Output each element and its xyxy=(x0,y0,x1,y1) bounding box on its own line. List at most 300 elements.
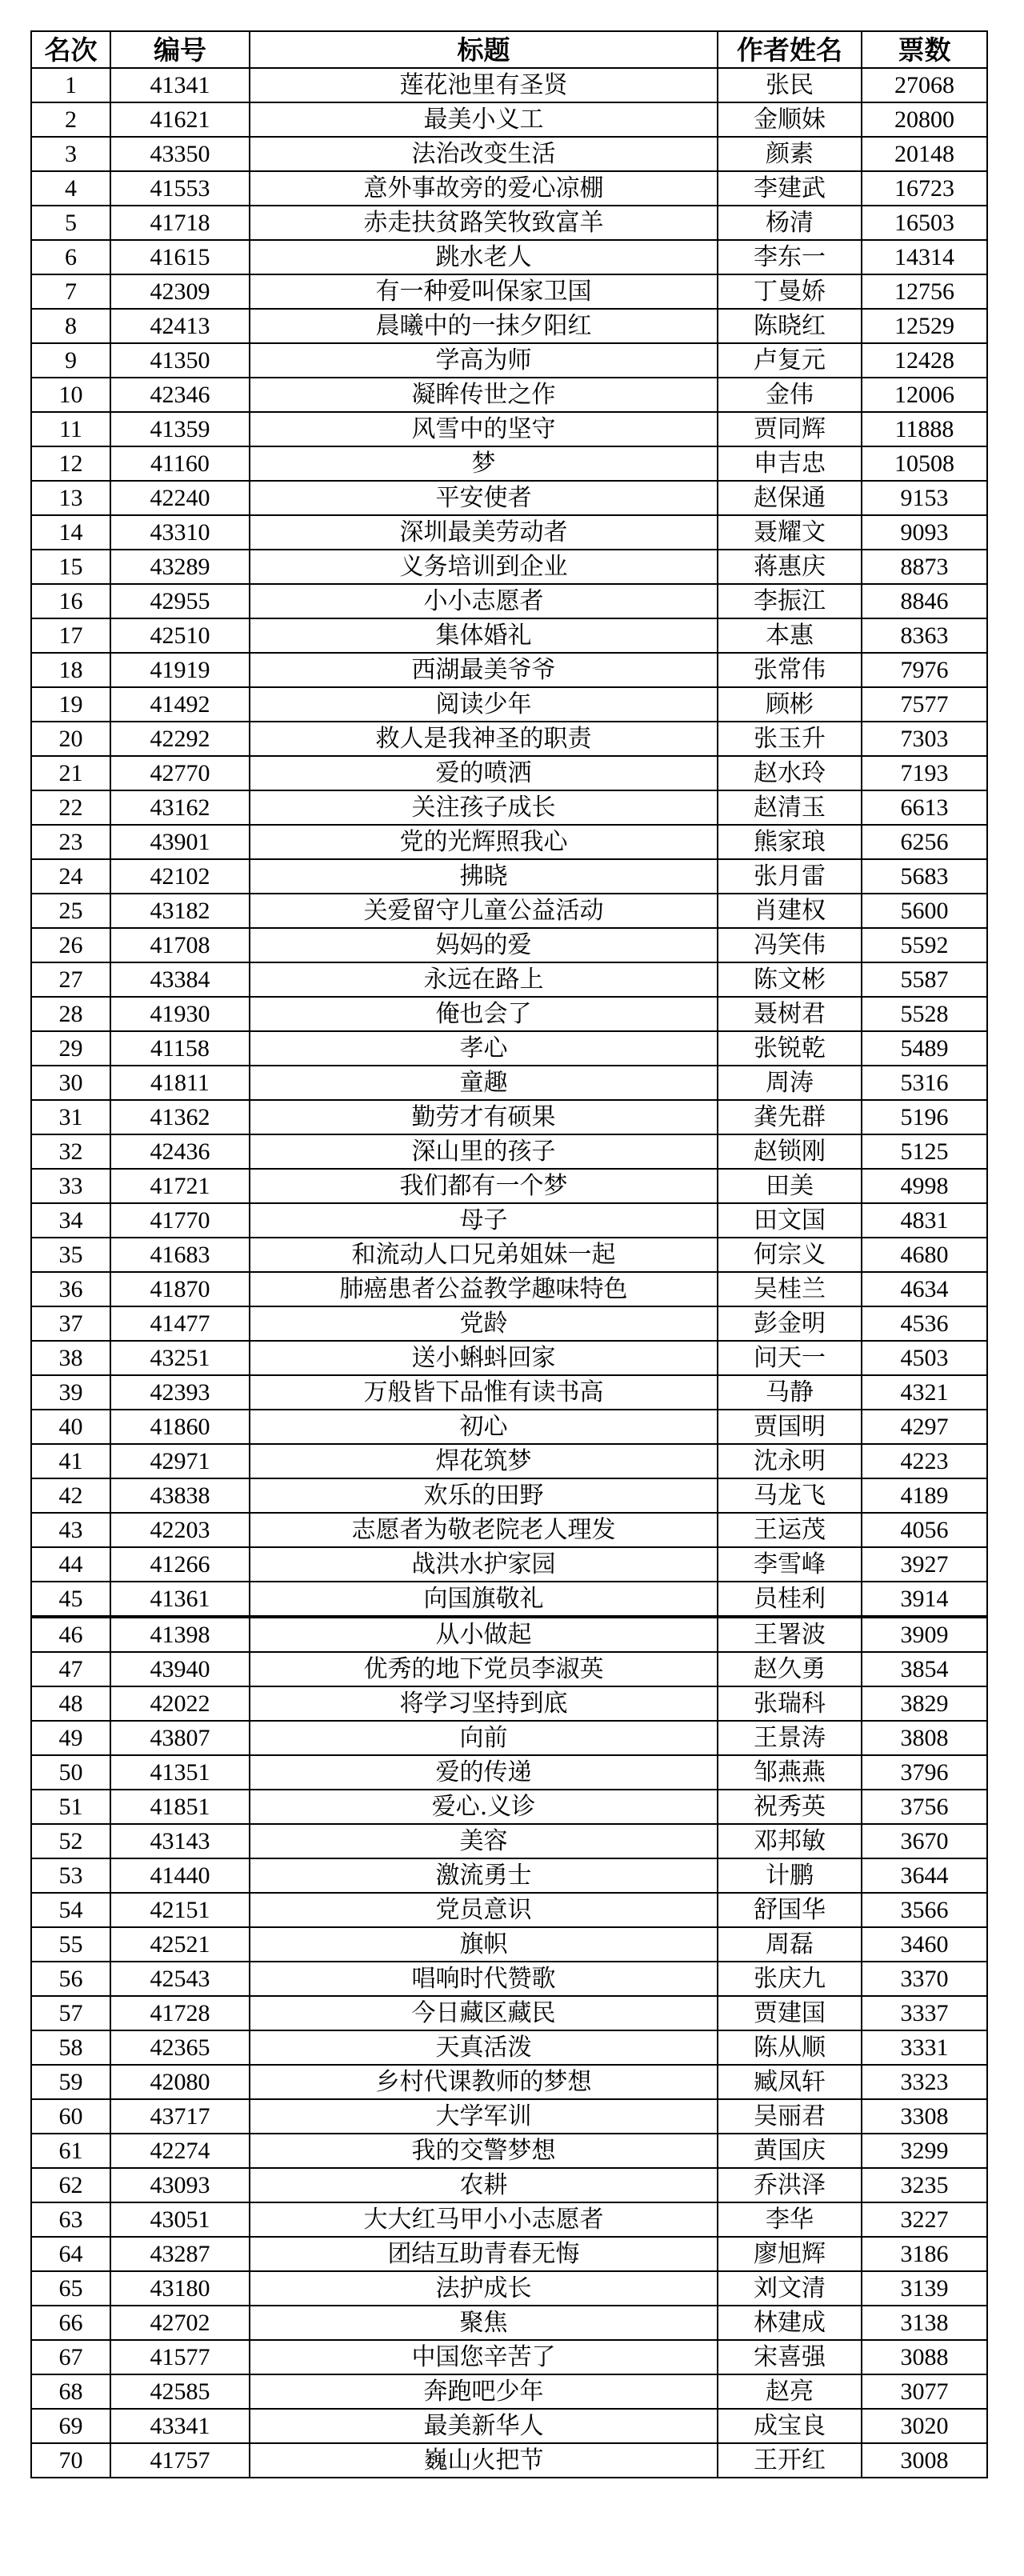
cell-rank: 20 xyxy=(31,722,110,756)
cell-title: 激流勇士 xyxy=(250,1858,718,1893)
cell-votes: 11888 xyxy=(862,412,987,446)
cell-author: 张瑞科 xyxy=(718,1686,862,1721)
cell-id: 43384 xyxy=(110,962,250,997)
cell-rank: 61 xyxy=(31,2134,110,2168)
table-row xyxy=(31,997,987,1031)
cell-author: 金顺妹 xyxy=(718,102,862,137)
cell-id: 43162 xyxy=(110,790,250,825)
cell-votes: 7193 xyxy=(862,756,987,790)
cell-votes: 3829 xyxy=(862,1686,987,1721)
cell-rank: 5 xyxy=(31,206,110,240)
cell-votes: 10508 xyxy=(862,446,987,481)
table-row xyxy=(31,206,987,240)
cell-title: 母子 xyxy=(250,1203,718,1238)
cell-votes: 4831 xyxy=(862,1203,987,1238)
table-row xyxy=(31,2237,987,2271)
cell-title: 焊花筑梦 xyxy=(250,1444,718,1478)
cell-id: 41477 xyxy=(110,1306,250,1341)
cell-author: 陈从顺 xyxy=(718,2030,862,2065)
cell-title: 我们都有一个梦 xyxy=(250,1169,718,1203)
cell-author: 熊家琅 xyxy=(718,825,862,859)
cell-title: 团结互助青春无悔 xyxy=(250,2237,718,2271)
table-row xyxy=(31,1066,987,1100)
cell-title: 志愿者为敬老院老人理发 xyxy=(250,1513,718,1547)
cell-votes: 27068 xyxy=(862,68,987,102)
cell-votes: 4223 xyxy=(862,1444,987,1478)
cell-votes: 5489 xyxy=(862,1031,987,1066)
table-row xyxy=(31,2134,987,2168)
cell-id: 42309 xyxy=(110,274,250,309)
cell-title: 战洪水护家园 xyxy=(250,1547,718,1582)
cell-id: 41851 xyxy=(110,1790,250,1824)
table-row xyxy=(31,309,987,343)
table-row xyxy=(31,1755,987,1790)
cell-author: 丁曼娇 xyxy=(718,274,862,309)
cell-rank: 17 xyxy=(31,618,110,653)
cell-author: 颜素 xyxy=(718,137,862,171)
cell-votes: 3670 xyxy=(862,1824,987,1858)
cell-author: 本惠 xyxy=(718,618,862,653)
cell-votes: 4998 xyxy=(862,1169,987,1203)
cell-id: 41350 xyxy=(110,343,250,378)
cell-id: 43051 xyxy=(110,2202,250,2237)
cell-votes: 9093 xyxy=(862,515,987,550)
cell-votes: 12529 xyxy=(862,309,987,343)
cell-author: 问天一 xyxy=(718,1341,862,1375)
cell-rank: 25 xyxy=(31,894,110,928)
ranking-table xyxy=(30,30,988,2478)
table-row xyxy=(31,2374,987,2409)
cell-title: 学高为师 xyxy=(250,343,718,378)
cell-id: 41553 xyxy=(110,171,250,206)
cell-votes: 14314 xyxy=(862,240,987,274)
cell-title: 俺也会了 xyxy=(250,997,718,1031)
cell-id: 41718 xyxy=(110,206,250,240)
cell-title: 党龄 xyxy=(250,1306,718,1341)
table-row xyxy=(31,2168,987,2202)
cell-votes: 3927 xyxy=(862,1547,987,1582)
cell-rank: 34 xyxy=(31,1203,110,1238)
cell-rank: 18 xyxy=(31,653,110,687)
cell-rank: 8 xyxy=(31,309,110,343)
cell-rank: 43 xyxy=(31,1513,110,1547)
cell-author: 臧凤轩 xyxy=(718,2065,862,2099)
cell-id: 42393 xyxy=(110,1375,250,1410)
table-row xyxy=(31,1513,987,1547)
cell-title: 将学习坚持到底 xyxy=(250,1686,718,1721)
cell-author: 金伟 xyxy=(718,378,862,412)
cell-rank: 26 xyxy=(31,928,110,962)
cell-title: 跳水老人 xyxy=(250,240,718,274)
cell-id: 42543 xyxy=(110,1962,250,1996)
cell-title: 党的光辉照我心 xyxy=(250,825,718,859)
cell-votes: 5316 xyxy=(862,1066,987,1100)
cell-votes: 3308 xyxy=(862,2099,987,2134)
cell-id: 41615 xyxy=(110,240,250,274)
cell-votes: 5592 xyxy=(862,928,987,962)
cell-rank: 27 xyxy=(31,962,110,997)
cell-title: 赤走扶贫路笑牧致富羊 xyxy=(250,206,718,240)
table-row xyxy=(31,1927,987,1962)
cell-author: 张庆九 xyxy=(718,1962,862,1996)
cell-votes: 3020 xyxy=(862,2409,987,2443)
cell-rank: 30 xyxy=(31,1066,110,1100)
cell-rank: 14 xyxy=(31,515,110,550)
cell-id: 43251 xyxy=(110,1341,250,1375)
cell-id: 41158 xyxy=(110,1031,250,1066)
cell-rank: 70 xyxy=(31,2443,110,2478)
cell-title: 旗帜 xyxy=(250,1927,718,1962)
cell-title: 爱的传递 xyxy=(250,1755,718,1790)
cell-title: 凝眸传世之作 xyxy=(250,378,718,412)
cell-id: 43901 xyxy=(110,825,250,859)
cell-title: 唱响时代赞歌 xyxy=(250,1962,718,1996)
cell-author: 赵亮 xyxy=(718,2374,862,2409)
header-author: 作者姓名 xyxy=(718,31,862,68)
table-row xyxy=(31,2202,987,2237)
cell-author: 贾国明 xyxy=(718,1410,862,1444)
cell-rank: 67 xyxy=(31,2340,110,2374)
table-row xyxy=(31,2030,987,2065)
cell-id: 42080 xyxy=(110,2065,250,2099)
cell-id: 43350 xyxy=(110,137,250,171)
cell-votes: 3139 xyxy=(862,2271,987,2306)
cell-votes: 3808 xyxy=(862,1721,987,1755)
cell-id: 42413 xyxy=(110,309,250,343)
cell-title: 天真活泼 xyxy=(250,2030,718,2065)
cell-rank: 63 xyxy=(31,2202,110,2237)
table-row xyxy=(31,102,987,137)
table-row xyxy=(31,137,987,171)
cell-id: 41362 xyxy=(110,1100,250,1134)
cell-title: 平安使者 xyxy=(250,481,718,515)
cell-id: 43717 xyxy=(110,2099,250,2134)
cell-rank: 16 xyxy=(31,584,110,618)
cell-author: 宋喜强 xyxy=(718,2340,862,2374)
cell-id: 41266 xyxy=(110,1547,250,1582)
cell-title: 肺癌患者公益教学趣味特色 xyxy=(250,1272,718,1306)
cell-author: 卢复元 xyxy=(718,343,862,378)
header-id: 编号 xyxy=(110,31,250,68)
cell-author: 王运茂 xyxy=(718,1513,862,1547)
cell-author: 马静 xyxy=(718,1375,862,1410)
table-row xyxy=(31,1306,987,1341)
cell-id: 41440 xyxy=(110,1858,250,1893)
table-row xyxy=(31,378,987,412)
cell-votes: 5125 xyxy=(862,1134,987,1169)
cell-title: 我的交警梦想 xyxy=(250,2134,718,2168)
cell-title: 意外事故旁的爱心凉棚 xyxy=(250,171,718,206)
cell-title: 聚焦 xyxy=(250,2306,718,2340)
cell-title: 大学军训 xyxy=(250,2099,718,2134)
cell-title: 向前 xyxy=(250,1721,718,1755)
cell-rank: 33 xyxy=(31,1169,110,1203)
cell-id: 41728 xyxy=(110,1996,250,2030)
cell-id: 41919 xyxy=(110,653,250,687)
cell-rank: 68 xyxy=(31,2374,110,2409)
cell-title: 法治改变生活 xyxy=(250,137,718,171)
cell-title: 优秀的地下党员李淑英 xyxy=(250,1652,718,1686)
cell-author: 贾同辉 xyxy=(718,412,862,446)
cell-id: 41621 xyxy=(110,102,250,137)
cell-author: 计鹏 xyxy=(718,1858,862,1893)
cell-id: 42151 xyxy=(110,1893,250,1927)
cell-author: 王署波 xyxy=(718,1617,862,1652)
cell-id: 42102 xyxy=(110,859,250,894)
table-row xyxy=(31,2443,987,2478)
cell-rank: 36 xyxy=(31,1272,110,1306)
cell-votes: 3914 xyxy=(862,1582,987,1617)
cell-id: 42955 xyxy=(110,584,250,618)
cell-votes: 6613 xyxy=(862,790,987,825)
table-row xyxy=(31,1272,987,1306)
cell-title: 勤劳才有硕果 xyxy=(250,1100,718,1134)
table-row xyxy=(31,1721,987,1755)
table-row xyxy=(31,2409,987,2443)
cell-id: 41577 xyxy=(110,2340,250,2374)
cell-votes: 3138 xyxy=(862,2306,987,2340)
cell-id: 43807 xyxy=(110,1721,250,1755)
cell-author: 周涛 xyxy=(718,1066,862,1100)
cell-rank: 50 xyxy=(31,1755,110,1790)
table-row xyxy=(31,1410,987,1444)
cell-author: 陈晓红 xyxy=(718,309,862,343)
cell-votes: 5683 xyxy=(862,859,987,894)
cell-votes: 3644 xyxy=(862,1858,987,1893)
cell-id: 42365 xyxy=(110,2030,250,2065)
cell-rank: 62 xyxy=(31,2168,110,2202)
cell-title: 农耕 xyxy=(250,2168,718,2202)
cell-rank: 10 xyxy=(31,378,110,412)
cell-id: 42203 xyxy=(110,1513,250,1547)
cell-author: 陈文彬 xyxy=(718,962,862,997)
table-row xyxy=(31,1893,987,1927)
cell-author: 聂树君 xyxy=(718,997,862,1031)
table-row xyxy=(31,343,987,378)
cell-title: 巍山火把节 xyxy=(250,2443,718,2478)
cell-rank: 32 xyxy=(31,1134,110,1169)
cell-id: 42770 xyxy=(110,756,250,790)
cell-author: 龚先群 xyxy=(718,1100,862,1134)
cell-votes: 20148 xyxy=(862,137,987,171)
cell-votes: 7303 xyxy=(862,722,987,756)
table-header-row xyxy=(31,31,987,68)
cell-rank: 52 xyxy=(31,1824,110,1858)
cell-votes: 16503 xyxy=(862,206,987,240)
cell-title: 从小做起 xyxy=(250,1617,718,1652)
cell-rank: 9 xyxy=(31,343,110,378)
table-row xyxy=(31,1996,987,2030)
cell-rank: 12 xyxy=(31,446,110,481)
cell-id: 43093 xyxy=(110,2168,250,2202)
cell-title: 大大红马甲小小志愿者 xyxy=(250,2202,718,2237)
cell-votes: 3337 xyxy=(862,1996,987,2030)
cell-title: 爱心.义诊 xyxy=(250,1790,718,1824)
cell-rank: 47 xyxy=(31,1652,110,1686)
cell-rank: 3 xyxy=(31,137,110,171)
table-row xyxy=(31,1547,987,1582)
table-row xyxy=(31,1617,987,1652)
table-row xyxy=(31,722,987,756)
cell-votes: 3227 xyxy=(862,2202,987,2237)
table-row xyxy=(31,274,987,309)
cell-id: 41860 xyxy=(110,1410,250,1444)
cell-id: 41683 xyxy=(110,1238,250,1272)
cell-rank: 2 xyxy=(31,102,110,137)
header-votes: 票数 xyxy=(862,31,987,68)
cell-votes: 12756 xyxy=(862,274,987,309)
cell-author: 何宗义 xyxy=(718,1238,862,1272)
table-row xyxy=(31,1652,987,1686)
cell-id: 41351 xyxy=(110,1755,250,1790)
cell-author: 李雪峰 xyxy=(718,1547,862,1582)
cell-author: 员桂利 xyxy=(718,1582,862,1617)
table-row xyxy=(31,790,987,825)
header-rank: 名次 xyxy=(31,31,110,68)
cell-id: 41721 xyxy=(110,1169,250,1203)
table-row xyxy=(31,2340,987,2374)
cell-title: 关注孩子成长 xyxy=(250,790,718,825)
cell-rank: 46 xyxy=(31,1617,110,1652)
cell-votes: 7577 xyxy=(862,687,987,722)
table-row xyxy=(31,859,987,894)
cell-author: 刘文清 xyxy=(718,2271,862,2306)
table-row xyxy=(31,1100,987,1134)
cell-author: 张民 xyxy=(718,68,862,102)
cell-title: 最美新华人 xyxy=(250,2409,718,2443)
cell-id: 43289 xyxy=(110,550,250,584)
cell-rank: 6 xyxy=(31,240,110,274)
cell-title: 有一种爱叫保家卫国 xyxy=(250,274,718,309)
cell-votes: 3796 xyxy=(862,1755,987,1790)
cell-rank: 39 xyxy=(31,1375,110,1410)
cell-title: 义务培训到企业 xyxy=(250,550,718,584)
cell-author: 邹燕燕 xyxy=(718,1755,862,1790)
cell-rank: 37 xyxy=(31,1306,110,1341)
cell-author: 王开红 xyxy=(718,2443,862,2478)
cell-title: 拂晓 xyxy=(250,859,718,894)
cell-id: 42971 xyxy=(110,1444,250,1478)
table-row xyxy=(31,928,987,962)
cell-votes: 4189 xyxy=(862,1478,987,1513)
cell-author: 蒋惠庆 xyxy=(718,550,862,584)
cell-title: 救人是我神圣的职责 xyxy=(250,722,718,756)
table-row xyxy=(31,2271,987,2306)
cell-id: 41770 xyxy=(110,1203,250,1238)
cell-votes: 3566 xyxy=(862,1893,987,1927)
cell-votes: 20800 xyxy=(862,102,987,137)
cell-id: 41359 xyxy=(110,412,250,446)
table-row xyxy=(31,171,987,206)
table-row xyxy=(31,1169,987,1203)
cell-author: 沈永明 xyxy=(718,1444,862,1478)
cell-title: 中国您辛苦了 xyxy=(250,2340,718,2374)
table-row xyxy=(31,584,987,618)
cell-id: 41160 xyxy=(110,446,250,481)
cell-id: 42585 xyxy=(110,2374,250,2409)
table-row xyxy=(31,240,987,274)
cell-id: 42521 xyxy=(110,1927,250,1962)
header-title: 标题 xyxy=(250,31,718,68)
cell-title: 关爱留守儿童公益活动 xyxy=(250,894,718,928)
cell-author: 赵久勇 xyxy=(718,1652,862,1686)
cell-votes: 12428 xyxy=(862,343,987,378)
table-row xyxy=(31,1341,987,1375)
cell-votes: 12006 xyxy=(862,378,987,412)
cell-rank: 66 xyxy=(31,2306,110,2340)
cell-votes: 3088 xyxy=(862,2340,987,2374)
cell-votes: 3460 xyxy=(862,1927,987,1962)
table-row xyxy=(31,1686,987,1721)
cell-title: 童趣 xyxy=(250,1066,718,1100)
cell-rank: 49 xyxy=(31,1721,110,1755)
cell-votes: 3008 xyxy=(862,2443,987,2478)
cell-rank: 56 xyxy=(31,1962,110,1996)
cell-rank: 38 xyxy=(31,1341,110,1375)
cell-rank: 59 xyxy=(31,2065,110,2099)
cell-id: 42436 xyxy=(110,1134,250,1169)
cell-title: 奔跑吧少年 xyxy=(250,2374,718,2409)
cell-votes: 3323 xyxy=(862,2065,987,2099)
cell-votes: 4503 xyxy=(862,1341,987,1375)
cell-title: 美容 xyxy=(250,1824,718,1858)
table-row xyxy=(31,68,987,102)
cell-author: 冯笑伟 xyxy=(718,928,862,962)
table-row xyxy=(31,1962,987,1996)
cell-votes: 3299 xyxy=(862,2134,987,2168)
table-row xyxy=(31,412,987,446)
table-row xyxy=(31,1375,987,1410)
cell-author: 廖旭辉 xyxy=(718,2237,862,2271)
cell-author: 彭金明 xyxy=(718,1306,862,1341)
cell-id: 41811 xyxy=(110,1066,250,1100)
cell-votes: 8873 xyxy=(862,550,987,584)
cell-rank: 48 xyxy=(31,1686,110,1721)
cell-votes: 8846 xyxy=(862,584,987,618)
cell-votes: 6256 xyxy=(862,825,987,859)
table-row xyxy=(31,1858,987,1893)
cell-votes: 4056 xyxy=(862,1513,987,1547)
cell-title: 送小蝌蚪回家 xyxy=(250,1341,718,1375)
table-row xyxy=(31,2099,987,2134)
cell-rank: 7 xyxy=(31,274,110,309)
cell-author: 田美 xyxy=(718,1169,862,1203)
cell-rank: 13 xyxy=(31,481,110,515)
cell-author: 赵锁刚 xyxy=(718,1134,862,1169)
cell-rank: 35 xyxy=(31,1238,110,1272)
cell-author: 赵清玉 xyxy=(718,790,862,825)
cell-title: 今日藏区藏民 xyxy=(250,1996,718,2030)
cell-votes: 5600 xyxy=(862,894,987,928)
cell-rank: 44 xyxy=(31,1547,110,1582)
cell-rank: 24 xyxy=(31,859,110,894)
cell-id: 43838 xyxy=(110,1478,250,1513)
cell-votes: 3331 xyxy=(862,2030,987,2065)
cell-id: 43143 xyxy=(110,1824,250,1858)
cell-title: 爱的喷洒 xyxy=(250,756,718,790)
cell-id: 41870 xyxy=(110,1272,250,1306)
cell-votes: 16723 xyxy=(862,171,987,206)
cell-author: 赵保通 xyxy=(718,481,862,515)
cell-id: 43182 xyxy=(110,894,250,928)
cell-author: 马龙飞 xyxy=(718,1478,862,1513)
table-row xyxy=(31,756,987,790)
cell-author: 顾彬 xyxy=(718,687,862,722)
cell-rank: 58 xyxy=(31,2030,110,2065)
cell-author: 李华 xyxy=(718,2202,862,2237)
cell-rank: 11 xyxy=(31,412,110,446)
cell-author: 黄国庆 xyxy=(718,2134,862,2168)
